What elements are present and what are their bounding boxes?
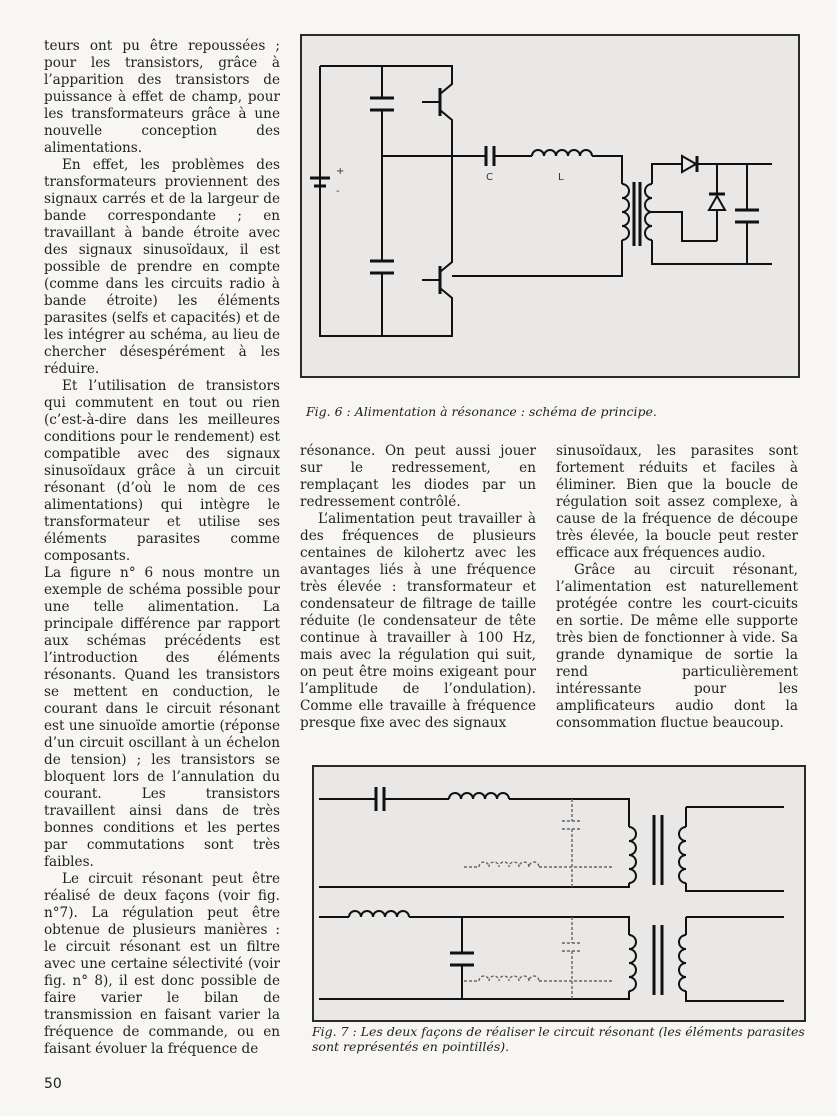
figure-7-schematic [312,765,806,1022]
paragraph: L’alimentation peut travailler à des fréquences de plusieurs centaines de kilohertz avec les avantages liés à une fréquence très élevée : transformateur et condensateur de filtrage de taille réduite (le condensateur de tête continue à travailler à 100 Hz, mais avec la régulation qui suit, on peut être moins exigeant pour l’amplitude de l’ondulation). Comme elle travaille à fréquence presque fixe avec des signaux [300,511,536,731]
battery-minus-label: - [336,186,340,197]
figure-6-caption: Fig. 6 : Alimentation à résonance : schéma de principe. [306,404,657,419]
resonant-inductor [532,150,592,156]
text-column-3 [556,443,798,732]
text-column-2 [300,443,536,732]
resonant-power-supply-schematic [302,36,798,376]
text-column-1 [44,38,280,1058]
capacitor-top [370,98,394,110]
paragraph: Le circuit résonant peut être réalisé de deux façons (voir fig. n°7). La régulation peut être obtenue de plusieurs manières : le circuit résonant est un filtre avec une certaine sélectivité (voir fig. n° 8), il est donc possible de faire varier le bilan de transmission en faisant varier la fréquence de commande, ou en faisant évoluer la fréquence de [44,871,280,1057]
diode-series [682,156,697,172]
two-resonant-circuits-schematic [314,767,804,1020]
parallel-lc-circuit [319,911,784,1001]
transformer [622,182,652,246]
output-capacitor [735,210,759,222]
paragraph: teurs ont pu être repoussées ; pour les transistors, grâce à l’apparition des transistors de puissance à effet de champ, pour les transformateurs grâce à une nouvelle conception des alimentations. [44,38,280,156]
paragraph: Et l’utilisation de transistors qui commutent en tout ou rien (c’est-à-dire dans les meilleures conditions pour le rendement) est compatible avec des signaux sinusoïdaux grâce à un circuit résonant (d’où le nom de ces alimentations) qui intègre le transformateur et utilise ses éléments parasites comme composants. [44,378,280,564]
battery-plus-label: + [336,166,345,177]
diode-shunt [709,194,725,210]
capacitor-c-label: C [486,172,493,183]
page-number: 50 [44,1076,62,1092]
inductor-l-label: L [558,172,564,183]
transistor-bottom [382,236,452,336]
resonant-capacitor [486,146,494,166]
paragraph: résonance. On peut aussi jouer sur le redressement, en remplaçant les diodes par un redressement contrôlé. [300,443,536,510]
figure-6-schematic [300,34,800,378]
paragraph: La figure n° 6 nous montre un exemple de schéma possible pour une telle alimentation. La principale différence par rapport aux schémas précédents est l’introduction des éléments résonants. Quand les transistors se mettent en conduction, le courant dans le circuit résonant est une sinuoïde amortie (réponse d’un circuit oscillant à un échelon de tension) ; les transistors se bloquent lors de l’annulation du courant. Les transistors travaillent ainsi dans de très bonnes conditions et les pertes par commutations sont très faibles. [44,565,280,870]
figure-7-caption: Fig. 7 : Les deux façons de réaliser le circuit résonant (les éléments parasites sont représentés en pointillés). [312,1024,805,1054]
paragraph: sinusoïdaux, les parasites sont fortement réduits et faciles à éliminer. Bien que la boucle de régulation soit assez complexe, à cause de la fréquence de découpe très élevée, la boucle peut rester efficace aux fréquences audio. [556,443,798,561]
paragraph: En effet, les problèmes des transformateurs proviennent des signaux carrés et de la largeur de bande correspondante ; en travaillant à bande étroite avec des signaux sinusoïdaux, il est possible de prendre en compte (comme dans les circuits radio à bande étroite) les éléments parasites (selfs et capacités) et de les intégrer au schéma, au lieu de chercher désespérément à les réduire. [44,157,280,377]
paragraph: Grâce au circuit résonant, l’alimentation est naturellement protégée contre les court-cicuits en sortie. De même elle supporte très bien de fonctionner à vide. Sa grande dynamique de sortie la rend particulièrement intéressante pour les amplificateurs audio dont la consommation fluctue beaucoup. [556,562,798,731]
series-lc-circuit [319,787,784,891]
capacitor-bottom [370,261,394,273]
